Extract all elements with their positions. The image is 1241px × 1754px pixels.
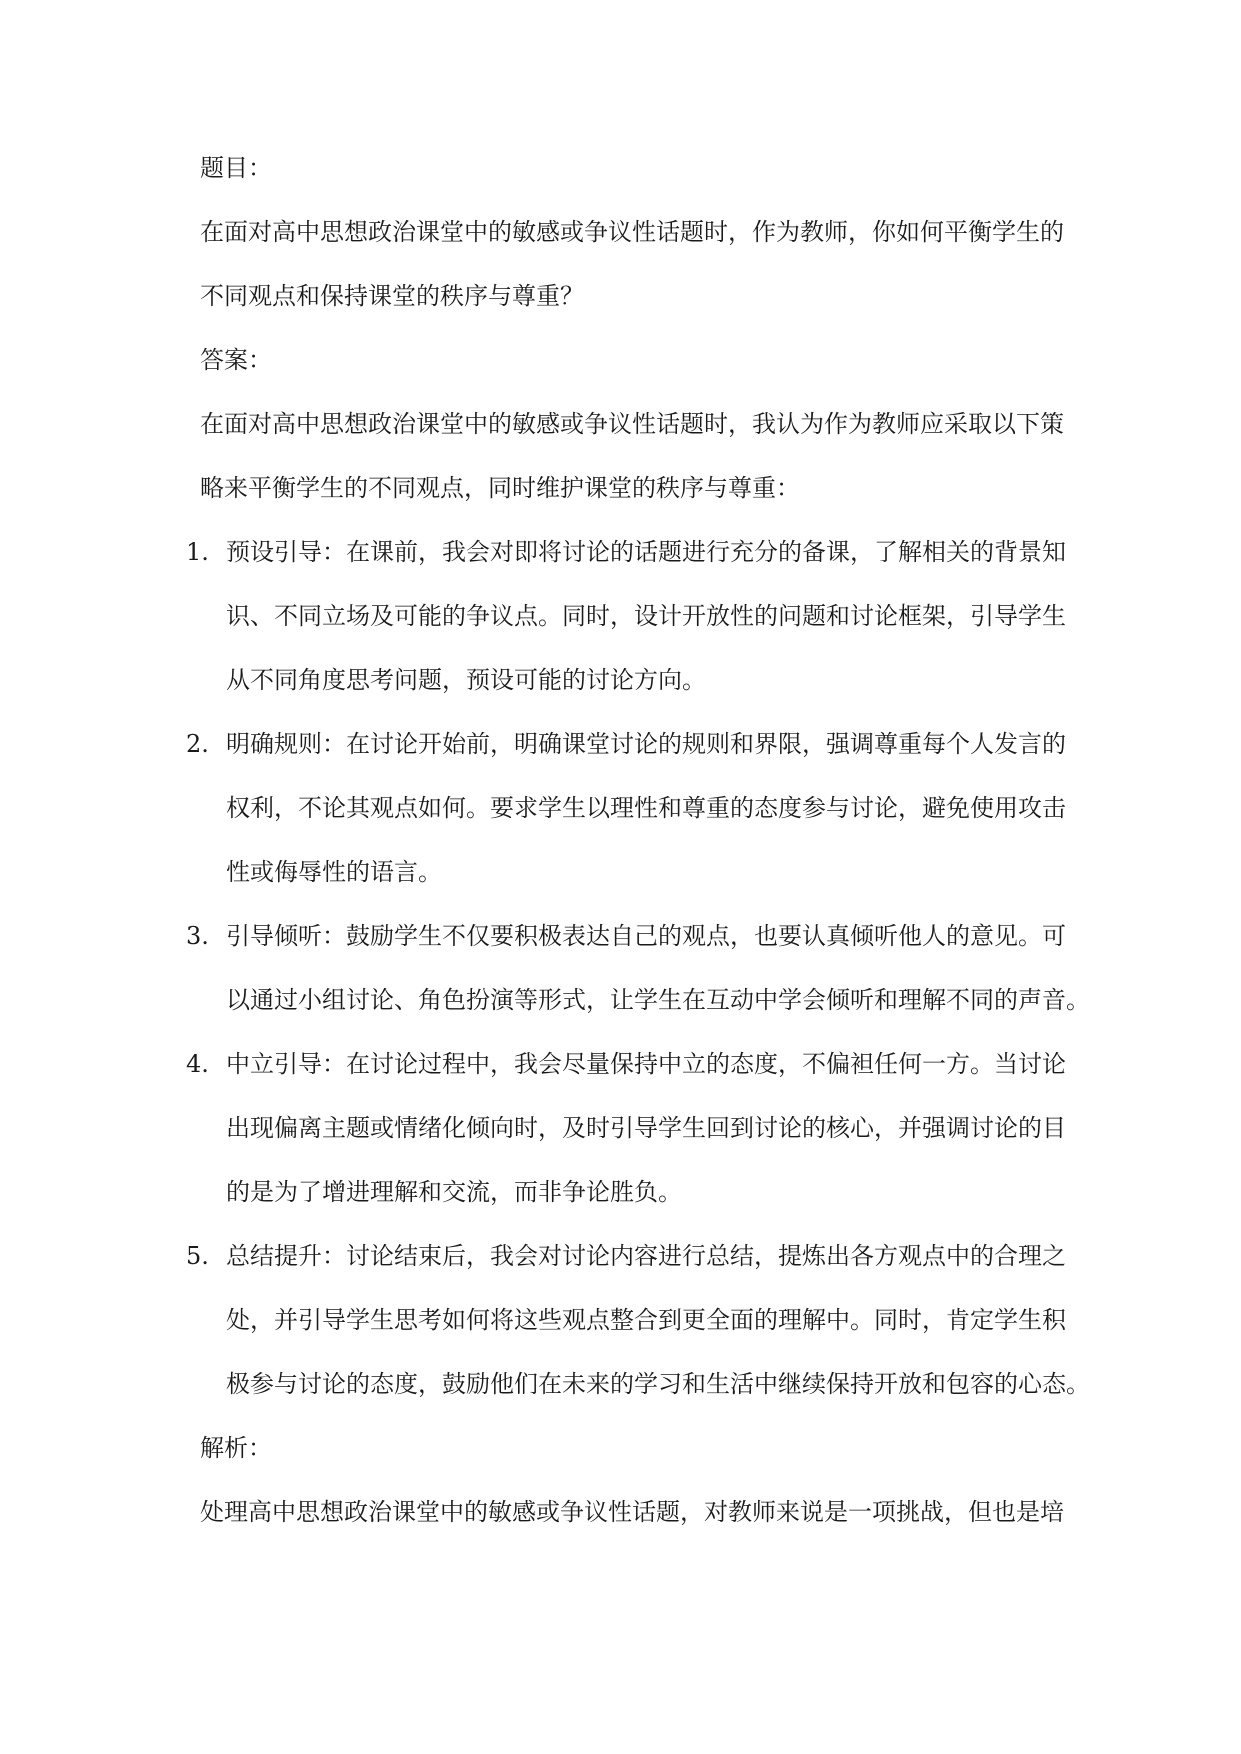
list-item-number: 2.: [186, 730, 209, 758]
list-item-line: 权利，不论其观点如何。要求学生以理性和尊重的态度参与讨论，避免使用攻击: [226, 794, 1066, 822]
list-item-line: 极参与讨论的态度，鼓励他们在未来的学习和生活中继续保持开放和包容的心态。: [226, 1370, 1090, 1398]
list-item-line: 引导倾听：鼓励学生不仅要积极表达自己的观点，也要认真倾听他人的意见。可: [226, 922, 1066, 950]
list-item-line: 以通过小组讨论、角色扮演等形式，让学生在互动中学会倾听和理解不同的声音。: [226, 986, 1090, 1014]
list-item-line: 明确规则：在讨论开始前，明确课堂讨论的规则和界限，强调尊重每个人发言的: [226, 730, 1066, 758]
list-item-line: 总结提升：讨论结束后，我会对讨论内容进行总结，提炼出各方观点中的合理之: [226, 1242, 1066, 1270]
answer-intro-line-1: 在面对高中思想政治课堂中的敏感或争议性话题时，我认为作为教师应采取以下策: [200, 410, 1064, 438]
list-item-line: 处，并引导学生思考如何将这些观点整合到更全面的理解中。同时，肯定学生积: [226, 1306, 1066, 1334]
answer-label: 答案：: [200, 346, 272, 374]
list-item-line: 的是为了增进理解和交流，而非争论胜负。: [226, 1178, 682, 1206]
analysis-line-1: 处理高中思想政治课堂中的敏感或争议性话题，对教师来说是一项挑战，但也是培: [200, 1498, 1064, 1526]
list-item-number: 5.: [186, 1242, 209, 1270]
list-item-number: 3.: [186, 922, 209, 950]
list-item-line: 从不同角度思考问题，预设可能的讨论方向。: [226, 666, 706, 694]
list-item-line: 中立引导：在讨论过程中，我会尽量保持中立的态度，不偏袒任何一方。当讨论: [226, 1050, 1066, 1078]
list-item-line: 性或侮辱性的语言。: [226, 858, 442, 886]
list-item-number: 1.: [186, 538, 209, 566]
list-item-line: 识、不同立场及可能的争议点。同时，设计开放性的问题和讨论框架，引导学生: [226, 602, 1066, 630]
answer-intro-line-2: 略来平衡学生的不同观点，同时维护课堂的秩序与尊重：: [200, 474, 800, 502]
list-item-number: 4.: [186, 1050, 209, 1078]
analysis-label: 解析：: [200, 1434, 272, 1462]
question-label: 题目：: [200, 154, 272, 182]
question-line-2: 不同观点和保持课堂的秩序与尊重？: [200, 282, 584, 310]
list-item-line: 预设引导：在课前，我会对即将讨论的话题进行充分的备课，了解相关的背景知: [226, 538, 1066, 566]
list-item-line: 出现偏离主题或情绪化倾向时，及时引导学生回到讨论的核心，并强调讨论的目: [226, 1114, 1066, 1142]
question-line-1: 在面对高中思想政治课堂中的敏感或争议性话题时，作为教师，你如何平衡学生的: [200, 218, 1064, 246]
